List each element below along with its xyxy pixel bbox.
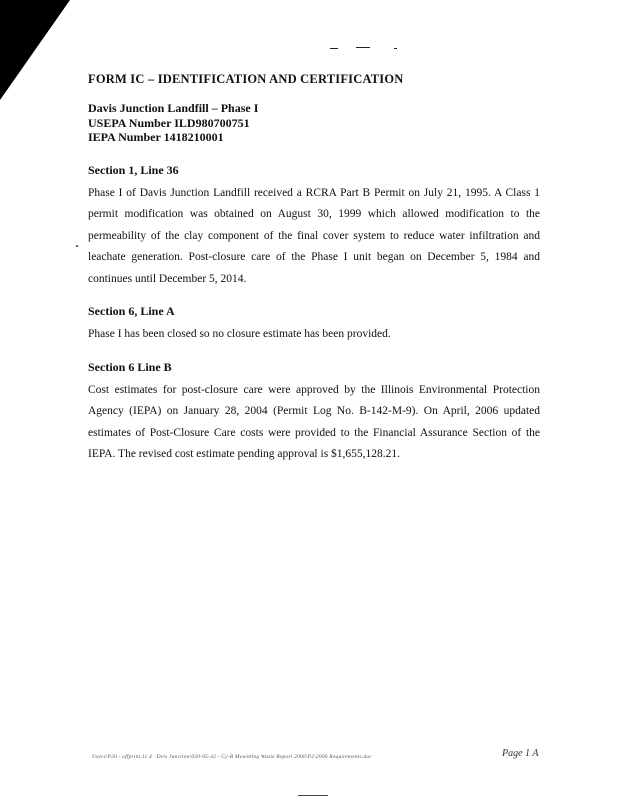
section-6-line-b — [88, 360, 540, 466]
section-body: Phase I of Davis Junction Landfill received a RCRA Part B Permit on July 21, 1995. A Class 1 permit modification was obtained on August 30, 1999 which allowed modification to the permeability of the clay component of the final cover system to reduce water infiltration and leachate generation. Post-closure care of the Phase I unit began on December 5, 1984 and continues until December 5, 2014. — [88, 186, 540, 285]
section-body: Phase I has been closed so no closure estimate has been provided. — [88, 328, 391, 340]
scan-mark — [356, 47, 370, 48]
scan-mark — [330, 48, 338, 49]
facility-identifiers — [88, 101, 540, 145]
section-body: Cost estimates for post-closure care were approved by the Illinois Environmental Protection Agency (IEPA) on January 28, 2004 (Permit Log No. B-142-M-9). On April, 2006 updated estimates of Post-Closure Care costs were provided to the Financial Assurance Section of the IEPA. The revised cost estimate pending approval is $1,655,128.21. — [88, 383, 540, 460]
iepa-number: IEPA Number 1418210001 — [88, 130, 224, 144]
section-heading: Section 1, Line 36 — [88, 162, 179, 177]
page-number: Page 1 A — [502, 748, 539, 759]
section-heading: Section 6, Line A — [88, 304, 175, 318]
footer-file-path: Users\P20 - offprint.11.4 · Dvis Junction\020-05-32 - Cy-B Mowitting Waste Report 2006\P2\2006 Requirements.doc — [92, 754, 372, 760]
scan-corner-mark — [0, 0, 70, 100]
form-title: FORM IC – IDENTIFICATION AND CERTIFICATION — [88, 72, 404, 86]
section-heading: Section 6 Line B — [88, 359, 172, 374]
usepa-number: USEPA Number ILD980700751 — [88, 115, 250, 130]
section-6-line-a — [88, 304, 540, 346]
scan-mark — [298, 795, 328, 796]
facility-name: Davis Junction Landfill – Phase I — [88, 101, 259, 115]
scan-speck — [76, 245, 78, 247]
document-page — [88, 72, 540, 480]
section-1-line-36 — [88, 163, 540, 291]
scan-mark — [394, 48, 397, 49]
